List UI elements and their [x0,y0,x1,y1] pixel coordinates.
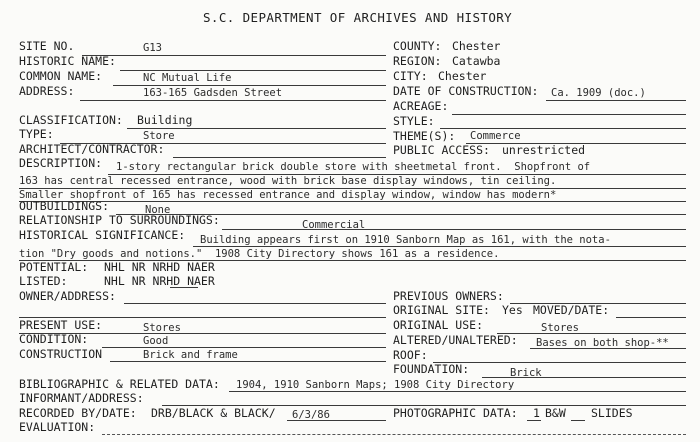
present-use-value: Stores [143,322,181,334]
description-line-1: 1-story rectangular brick double store with sheetmetal front. Shopfront of [116,161,591,173]
condition-line [102,347,386,348]
bibliographic-label: BIBLIOGRAPHIC & RELATED DATA: [19,377,220,391]
bw-line [571,420,585,421]
photo-count-value: 1 [533,406,540,420]
date-of-construction-value: Ca. 1909 (doc.) [551,87,646,99]
type-value: Store [143,130,175,142]
informant-label: INFORMANT/ADDRESS: [19,391,144,405]
bw-label: B&W [545,406,566,420]
photographic-label: PHOTOGRAPHIC DATA: [393,406,518,420]
public-access-label: PUBLIC ACCESS: [393,143,490,157]
roof-line [433,362,686,363]
classification-value: Building [137,113,193,127]
site-no-label: SITE NO. [19,39,75,53]
altered-line [530,348,686,349]
acreage-label: ACREAGE: [393,99,449,113]
bibliographic-line [229,391,686,392]
county-value: Chester [452,39,501,53]
common-name-label: COMMON NAME: [19,69,103,83]
recorded-by-value: DRB/BLACK & BLACK/ [151,406,276,420]
description-line-2: 163 has central recessed entrance, wood with brick base display windows, tin ceiling. [19,175,557,187]
original-use-label: ORIGINAL USE: [393,318,484,332]
recorded-by-label: RECORDED BY/DATE: [19,406,137,420]
classification-label: CLASSIFICATION: [19,113,123,127]
region-value: Catawba [452,54,501,68]
relationship-label: RELATIONSHIP TO SURROUNDINGS: [19,213,220,227]
architect-label: ARCHITECT/CONTRACTOR: [19,142,165,156]
owner-address-line [124,303,386,304]
city-value: Chester [438,69,487,83]
historic-name-label: HISTORIC NAME: [19,54,116,68]
photo-count-line [527,420,541,421]
previous-owners-label: PREVIOUS OWNERS: [393,289,504,303]
listed-label: LISTED: [19,274,68,288]
bibliographic-value: 1904, 1910 Sanborn Maps; 1908 City Directory [236,379,515,391]
relationship-line [222,229,686,230]
site-no-value: G13 [143,42,162,54]
significance-line-1: Building appears first on 1910 Sanborn Map as 161, with the nota- [200,234,611,246]
evaluation-label: EVALUATION: [19,420,96,434]
outbuildings-value: None [145,204,171,216]
construction-value: Brick and frame [143,349,238,361]
acreage-line [452,114,686,115]
altered-label: ALTERED/UNALTERED: [393,333,518,347]
significance-line-2: tion "Dry goods and notions." 1908 City Directory shows 161 as a residence. [19,248,500,260]
description-rule-3 [19,201,686,202]
form-header: S.C. DEPARTMENT OF ARCHIVES AND HISTORY [203,10,513,25]
original-site-value: Yes [502,303,523,317]
common-name-value: NC Mutual Life [143,72,232,84]
foundation-value: Brick [510,367,542,379]
date-of-construction-label: DATE OF CONSTRUCTION: [393,84,539,98]
roof-label: ROOF: [393,348,428,362]
city-label: CITY: [393,69,428,83]
recorded-date-value: 6/3/86 [292,409,330,421]
moved-date-line [616,317,686,318]
altered-value: Bases on both shop-** [536,337,669,349]
relationship-value: Commercial [302,219,366,231]
county-label: COUNTY: [393,39,442,53]
address-value: 163-165 Gadsden Street [143,87,283,99]
type-label: TYPE: [19,127,54,141]
recorded-date-line [287,420,386,421]
public-access-value: unrestricted [502,143,586,157]
style-label: STYLE: [393,114,435,128]
historical-significance-label: HISTORICAL SIGNIFICANCE: [19,228,186,242]
evaluation-line [102,434,686,435]
site-no-line [82,55,386,56]
owner-address-label: OWNER/ADDRESS: [19,289,116,303]
potential-label: POTENTIAL: [19,260,89,274]
listed-nrhd-underline [170,287,198,288]
present-use-label: PRESENT USE: [19,318,103,332]
potential-value: NHL NR NRHD NAER [104,260,215,274]
foundation-line [482,377,686,378]
condition-label: CONDITION: [19,332,89,346]
address-label: ADDRESS: [19,84,75,98]
outbuildings-label: OUTBUILDINGS: [19,199,110,213]
condition-value: Good [143,335,169,347]
theme-value: Commerce [470,130,521,142]
architect-line [173,157,386,158]
theme-label: THEME(S): [393,129,456,143]
classification-line [127,128,386,129]
description-line-3: Smaller shopfront of 165 has recessed entrance and display window, window has modern* [19,189,557,201]
foundation-label: FOUNDATION: [393,362,470,376]
construction-line [110,361,386,362]
description-label: DESCRIPTION: [19,156,103,170]
slides-label: SLIDES [591,406,633,420]
listed-value: NHL NR NRHD NAER [104,274,215,288]
moved-date-label: MOVED/DATE: [533,303,610,317]
original-site-label: ORIGINAL SITE: [393,303,490,317]
construction-label: CONSTRUCTION [19,347,103,361]
original-use-line [497,333,686,334]
significance-rule-1 [193,246,686,247]
historic-name-line [120,70,386,71]
style-line [440,128,686,129]
common-name-line [113,85,386,86]
address-line [80,100,386,101]
original-use-value: Stores [541,322,579,334]
date-of-construction-line [546,100,686,101]
region-label: REGION: [393,54,442,68]
